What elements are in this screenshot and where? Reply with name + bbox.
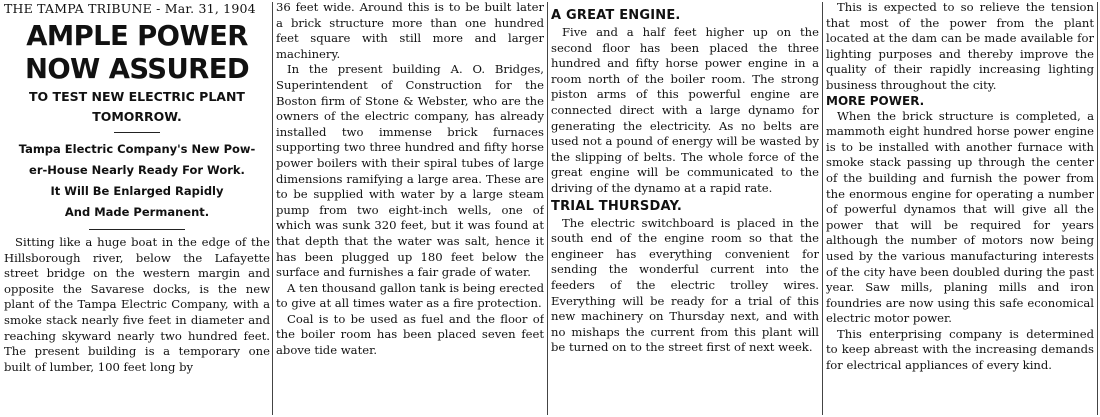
deck-divider [89,229,185,230]
article-paragraph: 36 feet wide. Around this is to be built later a brick structure more than one hundred feet square with still more and larger machinery. [276,0,544,61]
deck-line-3: It Will Be Enlarged Rapidly [50,184,224,198]
section-heading-trial-thursday: TRIAL THURSDAY. [551,198,683,214]
subheadline-line-1: TO TEST NEW ELECTRIC PLANT [29,89,245,104]
article-paragraph: A ten thousand gallon tank is being erected to give at all times water as a fire protection. [276,280,544,311]
section-heading-more-power: MORE POWER. [826,93,925,108]
article-paragraph: Five and a half feet higher up on the second floor has been placed the three hundred and fifty horse power engine in a room north of the boiler room. The strong piston arms of this powerful engine are connected direct with a large dynamo for generating the electricity. As no belts are used not a pound of energy will be wasted by the slipping of belts. The whole force of the great engine will be communicated to the driving of the dynamo at a rapid rate. [551,25,819,195]
article-paragraph: Coal is to be used as fuel and the floor of the boiler room has been placed seven feet above tide water. [276,311,544,358]
column-rule [822,2,823,415]
article-column-4 [826,0,1094,417]
article-paragraph: This enterprising company is determined to keep abreast with the increasing demands for electrical appliances of every kind. [826,326,1094,373]
deck-line-2: er-House Nearly Ready For Work. [29,163,245,177]
article-paragraph: When the brick structure is completed, a mammoth eight hundred horse power engine is to be installed with another furnace with smoke stack passing up through the center of the building and furnish the power from the enormous engine for operating a number of powerful dynamos that will give all the power that will be required for years although the number of motors now being used by the various manufacturing interests of the city have been doubled during the past year. Saw mills, planing mills and iron foundries are now using this safe economical electric motor power. [826,108,1094,326]
headline-line-1: AMPLE POWER [26,19,248,52]
column-rule [272,2,273,415]
article-column-2 [276,0,544,417]
article-column-3 [551,0,819,417]
headline-divider [114,132,160,133]
headline-line-2: NOW ASSURED [24,52,250,85]
article-paragraph: This is expected to so relieve the tension that most of the power from the plant located at the dam can be made available for lighting purposes and thereby improve the quality of their rapidly increasing lighting business throughout the city. [826,0,1094,92]
article-column-1 [4,0,270,417]
deck-line-1: Tampa Electric Company's New Pow- [18,142,256,156]
section-heading-great-engine: A GREAT ENGINE. [551,8,681,23]
subheadline-line-2: TOMORROW. [92,109,182,124]
deck-line-4: And Made Permanent. [64,205,210,219]
column-rule [547,2,548,415]
article-paragraph: Sitting like a huge boat in the edge of the Hillsborough river, below the Lafayette street bridge on the western margin and opposite the Savarese docks, is the new plant of the Tampa Electric Company, with a smoke stack nearly five feet in diameter and reaching skyward nearly two hundred feet. The present building is a temporary one built of lumber, 100 feet long by [4,235,270,374]
deck-headline [4,139,270,223]
column-rule [1097,2,1098,415]
newspaper-masthead: THE TAMPA TRIBUNE - Mar. 31, 1904 [4,1,256,16]
article-paragraph: The electric switchboard is placed in the south end of the engine room so that the engineer has everything convenient for sending the wonderful current into the feeders of the electric trolley wires. Everything will be ready for a trial of this new machinery on Thursday next, and with no mishaps the current from this plant will be turned on to the street first of next week. [551,215,819,355]
article-paragraph: In the present building A. O. Bridges, Superintendent of Construction for the Boston firm of Stone & Webster, who are the owners of the electric company, has already installed two immense brick furnaces supporting two three hundred and fifty horse power boilers with their spiral tubes of large dimensions ramifying a large area. These are to be supplied with water by a large steam pump from two eight-inch wells, one of which was sunk 320 feet, but it was found at that depth that the water was salt, hence it has been plugged up 180 feet below the surface and furnishes a fair grade of water. [276,62,544,280]
